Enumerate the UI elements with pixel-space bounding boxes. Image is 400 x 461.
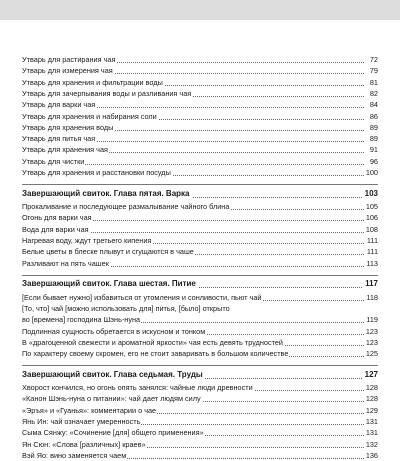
top-bar [0, 0, 400, 20]
toc-entry-page: 105 [365, 202, 378, 212]
toc-entry [22, 77, 378, 88]
toc-entry-page: 100 [365, 168, 378, 178]
toc-entry-page: 123 [365, 326, 378, 336]
toc-page [0, 20, 400, 460]
toc-entry-page: 108 [365, 224, 378, 234]
toc-entry [22, 235, 378, 246]
toc-entry-title: Белые цветы в блеске плывут и сгущаются в чаше [22, 247, 194, 257]
toc-entry [22, 314, 378, 325]
toc-entry-title: В «драгоценной свежести и ароматной яркости» чая есть девять трудностей [22, 337, 283, 347]
chapter-heading [22, 278, 378, 290]
toc-entry-page: 72 [369, 54, 378, 64]
toc-entry-title: По характеру своему скромен, его не стоит заваривать в большом количестве [22, 349, 289, 359]
toc-entry-title: Хворост кончился, но огонь опять занялся: чайные люди древности [22, 383, 253, 393]
toc-entry-page: 89 [369, 134, 378, 144]
toc-entry-page: 91 [369, 145, 378, 155]
chapter-heading-title: Завершающий свиток. Глава седьмая. Труды [22, 369, 203, 379]
toc-entry [22, 393, 378, 404]
toc-entry [22, 450, 378, 461]
toc-entry-page: 123 [365, 337, 378, 347]
section-divider [22, 365, 378, 366]
toc-entry [22, 167, 378, 178]
chapter-heading-page: 103 [364, 188, 378, 198]
toc-entry [22, 326, 378, 337]
toc-entry-title: [Если бывает нужно] избавиться от утомления и сонливости, пьют чай [22, 292, 262, 302]
toc-entry-page: 132 [365, 439, 378, 449]
toc-entry-page: 131 [365, 417, 378, 427]
toc-entry [22, 337, 378, 348]
toc-entry-page: 129 [365, 405, 378, 415]
toc-entry-title: Прокаливание и последующее размалывание чайного блина [22, 202, 230, 212]
toc-entry-title: Утварь для измерения чая [22, 66, 113, 76]
toc-entry-title: Вода для варки чая [22, 224, 89, 234]
toc-entry-title: «Эръя» и «Гуанья»: комментарии о чае [22, 405, 157, 415]
toc-entry [22, 405, 378, 416]
toc-entry-title: [То, что] чай [можно использовать для] питья, [было] открыто [22, 303, 230, 313]
toc-entry-title: Разливают на пять чашек [22, 258, 109, 268]
toc-entry-title: Янь Ин: чай означает умеренность [22, 417, 141, 427]
chapter-heading-page: 117 [365, 279, 378, 289]
chapter-heading-title: Завершающий свиток. Глава пятая. Варка [22, 188, 190, 198]
toc-entry [22, 133, 378, 144]
toc-entry-title: Ян Сюн: «Слова [различных] краев» [22, 439, 146, 449]
section-divider [22, 275, 378, 276]
toc-entry-page: 131 [365, 428, 378, 438]
toc-entry [22, 65, 378, 76]
toc-entry-page: 113 [366, 258, 378, 268]
toc-entry-title: Утварь для хранения воды [22, 122, 114, 132]
toc-entry [22, 144, 378, 155]
toc-entry-page: 111 [366, 236, 378, 245]
toc-entry [22, 54, 378, 65]
toc-entry-title: Нагревая воду, ждут третьего кипения [22, 236, 152, 245]
toc-entry-title: Утварь для хранения и набирания соли [22, 111, 157, 121]
toc-entry-page: 84 [369, 100, 378, 110]
toc-entry-title: во [времена] господина Шэнь-нуна [22, 315, 141, 325]
toc-entry-title: Утварь для хранения и фильтрации воды [22, 77, 163, 87]
toc-entry [22, 201, 378, 212]
toc-entry [22, 99, 378, 110]
toc-entry-page: 106 [365, 213, 378, 223]
toc-entry-page: 86 [369, 111, 378, 121]
toc-entry [22, 292, 378, 303]
toc-entry-title: Вэй Яо: вино заменяется чаем [22, 451, 127, 460]
toc-entry-title: «Канон Шэнь-нуна о питании»: чай дает людям силу [22, 394, 201, 404]
toc-entry-title: Утварь для чистки [22, 156, 85, 166]
chapter-heading-page: 127 [364, 369, 378, 379]
toc-entry-page: 96 [369, 156, 378, 166]
toc-entry [22, 348, 378, 359]
toc-entry [22, 258, 378, 269]
toc-entry-page: 136 [365, 451, 378, 460]
toc-entry [22, 122, 378, 133]
toc-entry [22, 427, 378, 438]
chapter-heading [22, 369, 378, 381]
toc-entry-title: Утварь для хранения и расстановки посуды [22, 168, 171, 178]
toc-entry-page: 118 [366, 292, 378, 302]
toc-entry-title: Сыма Сянжу: «Сочинение [для] общего применения» [22, 428, 204, 438]
toc-entry-page: 128 [365, 383, 378, 393]
toc-entry-page: 79 [369, 66, 378, 76]
toc-entry-page: 111 [366, 247, 378, 257]
chapter-heading [22, 188, 378, 200]
toc-entry-page: 128 [365, 394, 378, 404]
toc-entry-page: 125 [365, 349, 378, 359]
section-divider [22, 184, 378, 185]
toc-entry-page: 89 [369, 122, 378, 132]
toc-entry-title: Подлинная сущность обретается в искусном и тонком [22, 326, 206, 336]
toc-entry [22, 212, 378, 223]
toc-entry [22, 303, 378, 314]
toc-entry [22, 156, 378, 167]
toc-entry-title: Утварь для варки чая [22, 100, 96, 110]
toc-entry-title: Утварь для зачерпывания воды и разливания чая [22, 88, 192, 98]
toc-entry-page: 82 [369, 88, 378, 98]
toc-entry-page: 81 [369, 77, 378, 87]
toc-entry [22, 416, 378, 427]
toc-entry [22, 382, 378, 393]
toc-entry-title: Утварь для питья чая [22, 134, 96, 144]
toc-entry [22, 111, 378, 122]
toc-entry [22, 439, 378, 450]
chapter-heading-title: Завершающий свиток. Глава шестая. Питие [22, 279, 196, 289]
toc-entry-title: Утварь для растирания чая [22, 54, 116, 64]
toc-entry [22, 224, 378, 235]
toc-entry-title: Огонь для варки чая [22, 213, 92, 223]
toc-entry-title: Утварь для хранения чая [22, 145, 108, 155]
toc-entry [22, 88, 378, 99]
toc-entry [22, 246, 378, 257]
toc-entry-page: 119 [366, 315, 378, 325]
